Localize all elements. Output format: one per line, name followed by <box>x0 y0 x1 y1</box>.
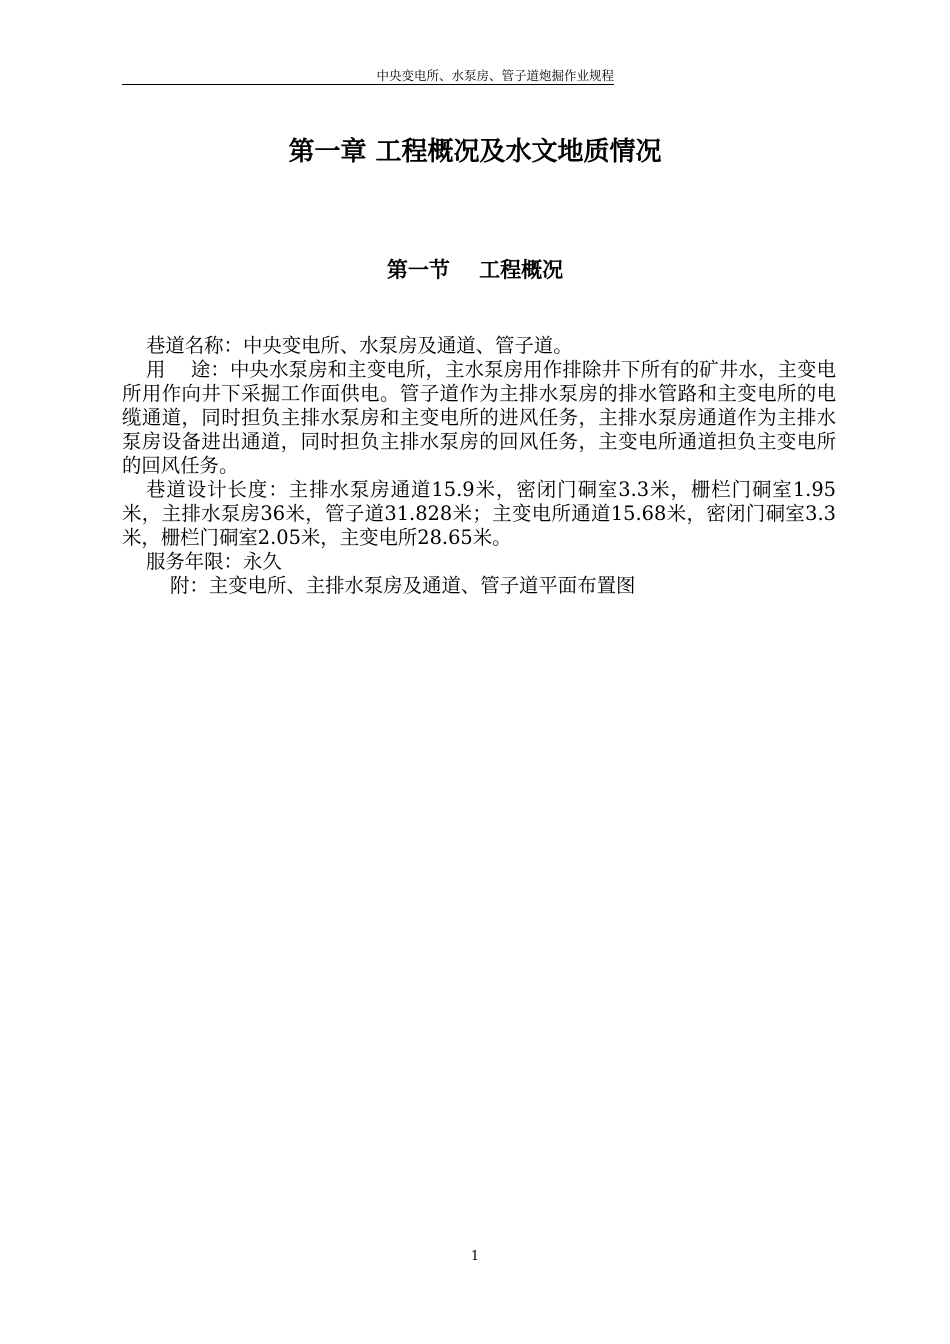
section-title: 第一节 工程概况 <box>386 257 564 282</box>
paragraph-roadway-name: 巷道名称：中央变电所、水泵房及通道、管子道。 <box>146 334 573 357</box>
running-header-title: 中央变电所、水泵房、管子道炮掘作业规程 <box>376 68 614 83</box>
paragraph-purpose: 用 途：中央水泵房和主变电所，主水泵房用作排除井下所有的矿井水，主变电所用作向井下采掘工作面供电。管子道作为主排水泵房的排水管路和主变电所的电缆通道，同时担负主排水泵房和主变电所的进风任务，主排水泵房通道作为主排水泵房设备进出通道，同时担负主排水泵房的回风任务，主变电所通道担负主变电所的回风任务。 <box>122 358 836 477</box>
paragraph-design-length: 巷道设计长度：主排水泵房通道15.9米，密闭门硐室3.3米，栅栏门硐室1.95米，主排水泵房36米，管子道31.828米；主变电所通道15.68米，密闭门硐室3.3米，栅栏门硐室2.05米，主变电所28.65米。 <box>122 478 836 549</box>
body-text <box>122 334 836 598</box>
page-number: 1 <box>470 1249 480 1264</box>
paragraph-attachment: 附：主变电所、主排水泵房及通道、管子道平面布置图 <box>170 574 636 597</box>
chapter-title: 第一章 工程概况及水文地质情况 <box>288 137 662 167</box>
running-header <box>122 68 614 85</box>
paragraph-service-life: 服务年限：永久 <box>146 550 282 573</box>
